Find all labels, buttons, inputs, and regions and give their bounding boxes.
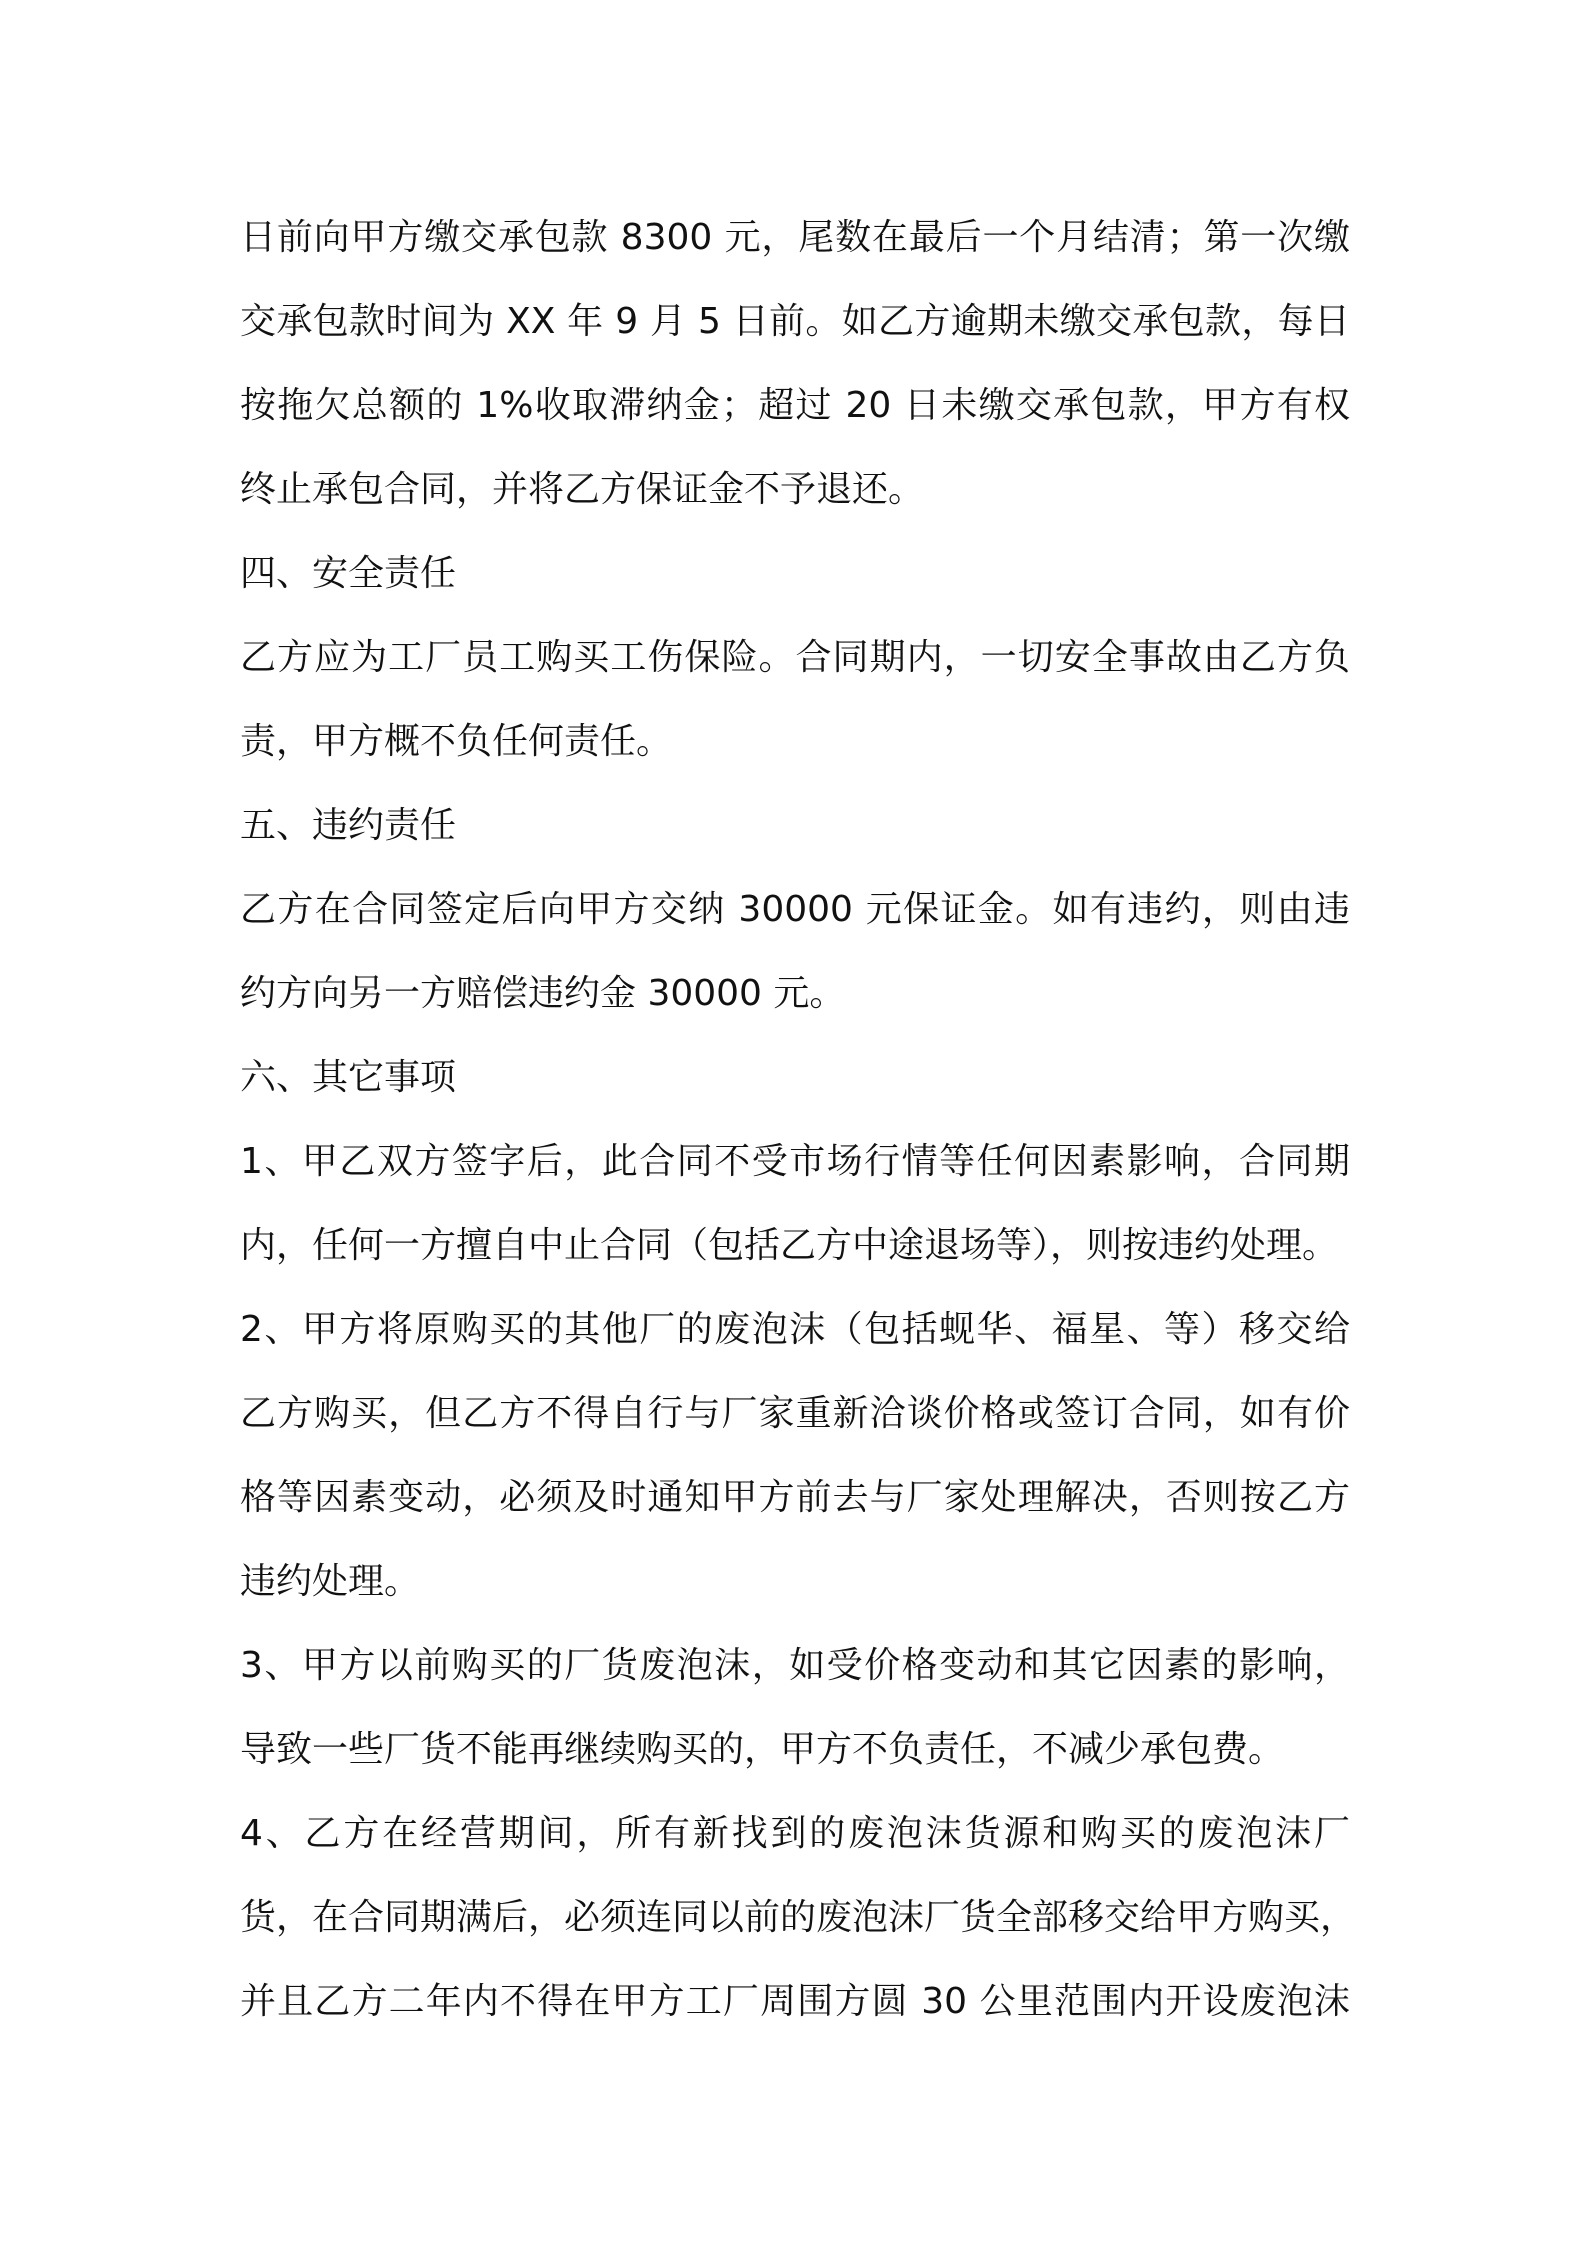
paragraph-line: 3、甲方以前购买的厂货废泡沫，如受价格变动和其它因素的影响， (240, 1645, 1350, 1686)
document-body (240, 196, 1357, 2044)
paragraph-line: 乙方购买，但乙方不得自行与厂家重新洽谈价格或签订合同，如有价 (240, 1393, 1350, 1434)
paragraph-line: 4、乙方在经营期间，所有新找到的废泡沫货源和购买的废泡沫厂 (240, 1813, 1350, 1854)
paragraph-line: 内，任何一方擅自中止合同（包括乙方中途退场等），则按违约处理。 (240, 1225, 1339, 1266)
section-heading-other: 六、其它事项 (240, 1057, 457, 1098)
section-heading-breach: 五、违约责任 (240, 805, 457, 846)
paragraph-line: 并且乙方二年内不得在甲方工厂周围方圆 30 公里范围内开设废泡沫 (240, 1981, 1350, 2022)
paragraph-line: 乙方应为工厂员工购买工伤保险。合同期内，一切安全事故由乙方负 (240, 637, 1350, 678)
paragraph-line: 日前向甲方缴交承包款 8300 元，尾数在最后一个月结清；第一次缴 (240, 217, 1350, 258)
paragraph-line: 格等因素变动，必须及时通知甲方前去与厂家处理解决，否则按乙方 (240, 1477, 1350, 1518)
paragraph-line: 按拖欠总额的 1%收取滞纳金；超过 20 日未缴交承包款，甲方有权 (240, 385, 1350, 426)
paragraph-line: 违约处理。 (240, 1561, 421, 1602)
paragraph-line: 1、甲乙双方签字后，此合同不受市场行情等任何因素影响，合同期 (240, 1141, 1350, 1182)
paragraph-line: 货，在合同期满后，必须连同以前的废泡沫厂货全部移交给甲方购买， (240, 1897, 1357, 1938)
paragraph-line: 乙方在合同签定后向甲方交纳 30000 元保证金。如有违约，则由违 (240, 889, 1350, 930)
section-heading-safety: 四、安全责任 (240, 553, 457, 594)
paragraph-line: 导致一些厂货不能再继续购买的，甲方不负责任，不减少承包费。 (240, 1729, 1285, 1770)
paragraph-line: 责，甲方概不负任何责任。 (240, 721, 673, 762)
paragraph-line: 终止承包合同，并将乙方保证金不予退还。 (240, 469, 925, 510)
paragraph-line: 2、甲方将原购买的其他厂的废泡沫（包括蚬华、福星、等）移交给 (240, 1309, 1350, 1350)
paragraph-line: 交承包款时间为 XX 年 9 月 5 日前。如乙方逾期未缴交承包款，每日 (240, 301, 1350, 342)
paragraph-line: 约方向另一方赔偿违约金 30000 元。 (240, 973, 846, 1014)
